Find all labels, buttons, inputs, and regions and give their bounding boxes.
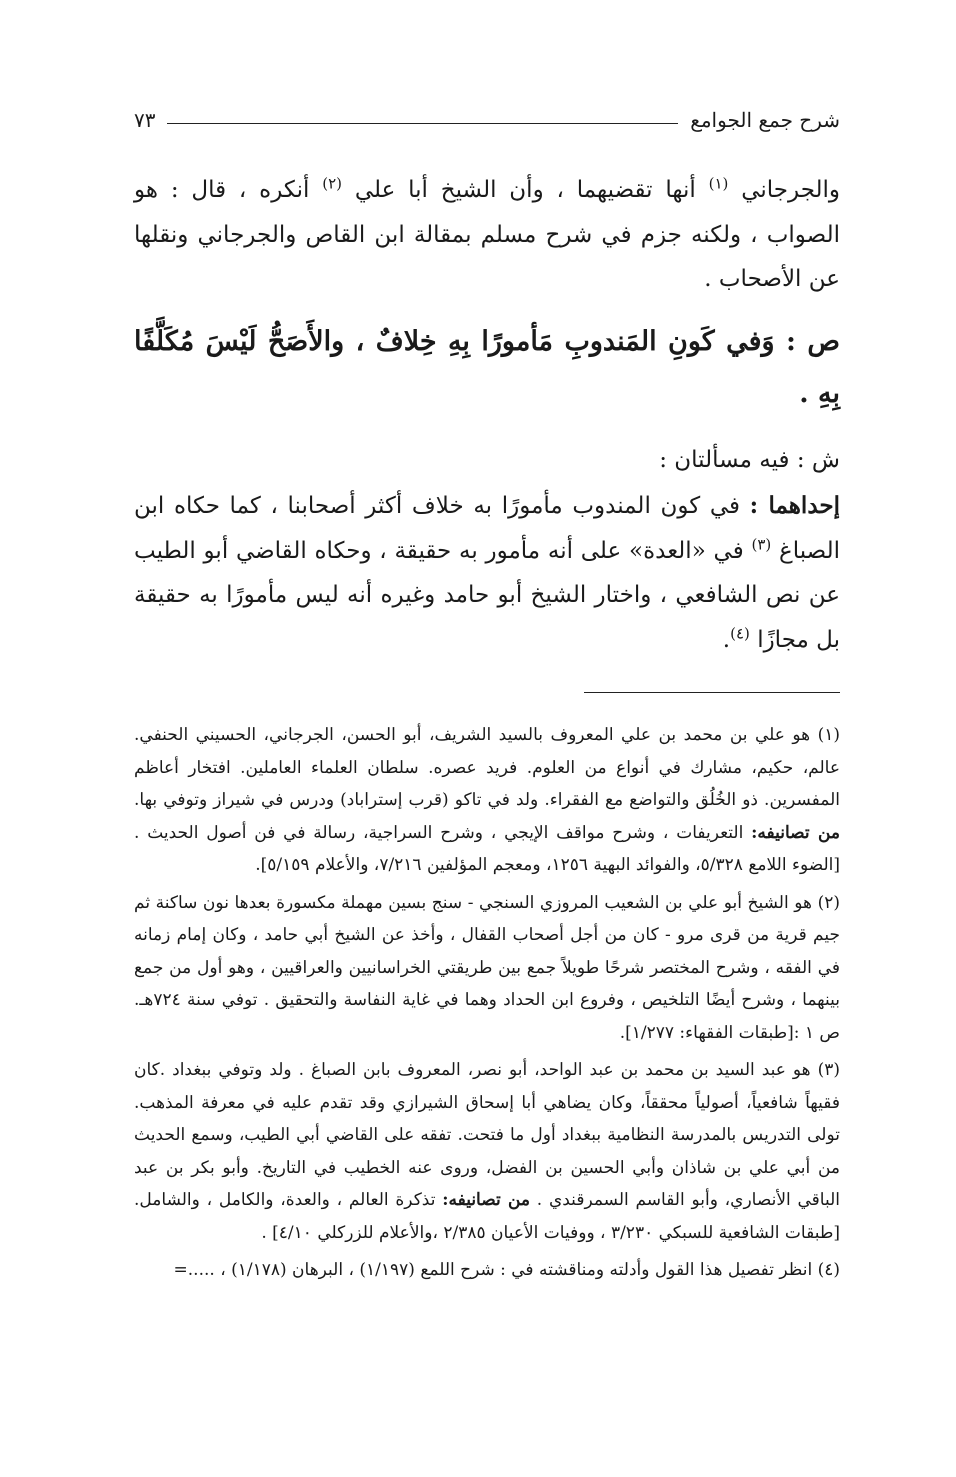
sharh-intro: ش : فيه مسألتان : xyxy=(659,446,840,473)
p3-text-b: في «العدة» على أنه مأمور به حقيقة ، وحكاه القاضي أبو الطيب عن نص الشافعي ، واختار الشيخ أبو حامد وغيره أنه ليس مأمورًا به حقيقة بل مجازًا xyxy=(134,537,840,653)
p1-text-c: أنكره ، قال : هو الصواب ، ولكنه جزم في شرح مسلم بمقالة ابن القاص والجرجاني ونقلها عن الأصحاب . xyxy=(134,177,840,292)
paragraph-3 xyxy=(134,484,840,662)
footnote-ref-2[interactable]: (٢) xyxy=(322,174,342,193)
fn1-text-b: التعريفات ، وشرح مواقف الإيجي ، وشرح السراجية، رسالة في فن أصول الحديث . [الضوء اللامع ٥/٣٢٨، والفوائد البهية ١٢٥٦، ومعجم المؤلفين ٧/٢١٦، والأعلام ٥/١٥٩]. xyxy=(134,822,840,875)
page-number: ٧٣ xyxy=(134,108,156,132)
header-rule xyxy=(167,123,678,124)
matn-heading: ص : وَفي كَونِ المَندوبِ مَأمورًا بِهِ خِلافٌ ، والأَصَحُّ لَيْسَ مُكَلَّفًا بِهِ . xyxy=(134,325,840,409)
footnote-2: (٢) هو الشيخ أبو علي بن الشعيب المروزي السنجي - سنج بسين مهملة مكسورة بعدها نون ساكنة ثم جيم قرية من قرى مرو - كان من أجل أصحاب القفال ، وأخذ عن الشيخ أبي حامد ، وكان إمام زمانه في الفقه ، وشرح المختصر شرحًا طويلاً جمع بين طريقتي الخراسانيين والعراقيين ، وهو أول من جمع بينهما ، وشرح أيضًا التلخيص ، وفروع ابن الحداد وهما في غاية النفاسة والتحقيق . توفي سنة ٧٢٤هـ. ص ١ :[طبقات الفقهاء: ١/٢٧٧]. xyxy=(134,892,840,1043)
footnote-ref-4[interactable]: (٤) xyxy=(730,623,750,642)
fn1-works-label: من تصانيفه: xyxy=(751,822,840,843)
p3-lead: إحداهما : xyxy=(749,492,841,519)
footnote-3 xyxy=(134,1054,840,1249)
footnote-ref-3[interactable]: (٣) xyxy=(751,534,772,553)
p3-text-c: . xyxy=(722,626,731,653)
fn3-text-a: (٣) هو عبد السيد بن محمد بن عبد الواحد، أبو نصر، المعروف بابن الصباغ . ولد وتوفي ببغداد .كان فقيهاً شافعياً، أصولياً محققاً، وكان يضاهي أبا إسحاق الشيرازي وقد تقدم عليه في معرفة المذهب. تولى التدريس بالمدرسة النظامية ببغداد أول ما فتحت. تفقه على القاضي أبي الطيب، وسمع الحديث من أبي علي بن شاذان وأبي الحسين بن الفضل، وروى عنه الخطيب في التاريخ. وأبو بكر بن عبد الباقي الأنصاري، وأبو القاسم السمرقندي . xyxy=(134,1060,840,1210)
footnotes xyxy=(134,719,840,1287)
paragraph-1 xyxy=(134,168,840,302)
footnote-separator xyxy=(584,692,840,693)
main-text xyxy=(134,168,840,662)
p1-text-a: والجرجاني xyxy=(741,177,841,203)
p1-text-b: أنها تقضيهما ، وأن الشيخ أبا علي xyxy=(354,177,696,203)
page xyxy=(134,100,840,1292)
fn1-text-a: (١) هو علي بن محمد بن علي المعروف بالسيد الشريف، أبو الحسن، الجرجاني، الحسيني الحنفي. عالم، حكيم، مشارك في أنواع من العلوم. فريد عصره. سلطان العلماء العاملين. افتخار أعاظم المفسرين. ذو الخُلُق والتواضع مع الفقراء. ولد في تاكو (قرب إستراباد) ودرس في شيراز وتوفي بها. xyxy=(134,725,841,810)
fn3-text-b: تذكرة العالم ، والعدة، والكامل ، والشامل. [طبقات الشافعية للسبكي ٣/٢٣٠ ، ووفيات الأعيان ٢/٣٨٥ ،والأعلام للزركلي ٤/١٠] . xyxy=(134,1190,840,1243)
header-title: شرح جمع الجوامع xyxy=(690,108,840,132)
running-header xyxy=(134,100,840,140)
p3-text-a: في كون المندوب مأمورًا به خلاف أكثر أصحابنا ، كما حكاه ابن الصباغ xyxy=(134,493,841,564)
footnote-ref-1[interactable]: (١) xyxy=(708,174,729,193)
footnote-4: (٤) انظر تفصيل هذا القول وأدلته ومناقشته في : شرح اللمع (١/١٩٧) ، البرهان (١/١٧٨) ، .....= xyxy=(173,1260,840,1280)
fn3-works-label: من تصانيفه: xyxy=(442,1190,531,1210)
footnote-1 xyxy=(134,719,840,882)
